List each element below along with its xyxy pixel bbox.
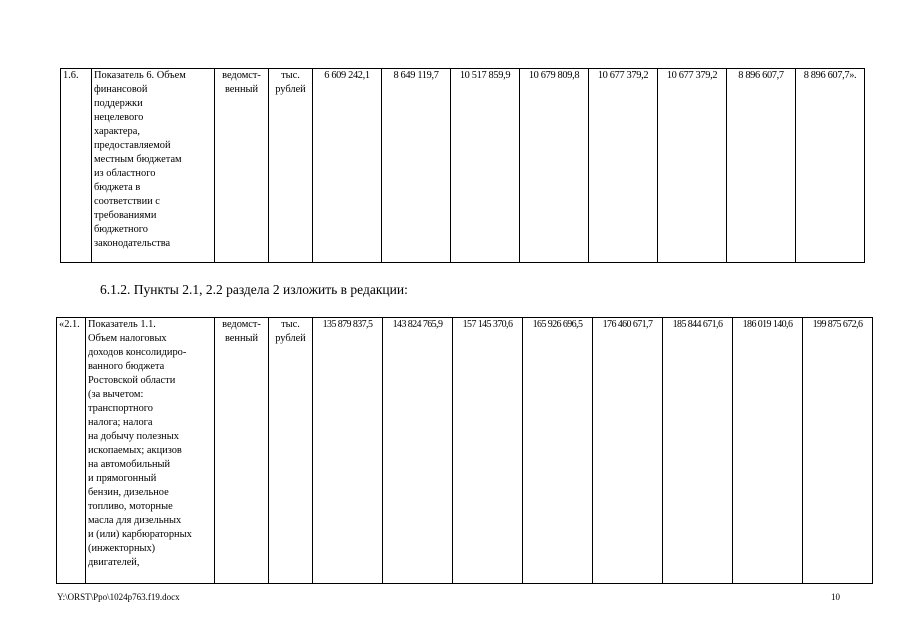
value-cell: 186 019 140,6 [733, 318, 803, 584]
value-cell: 135 879 837,5 [313, 318, 383, 584]
table-row [61, 69, 865, 263]
value-cell: 10 679 809,8 [520, 69, 589, 263]
footer-file-path: Y:\ORST\Ppo\1024p763.f19.docx [57, 592, 180, 602]
indicator-table-1 [60, 68, 865, 263]
indicator-type: ведомст- венный [215, 69, 269, 263]
value-cell: 176 460 671,7 [593, 318, 663, 584]
indicator-name: Показатель 1.1. Объем налоговых доходов консолидиро- ванного бюджета Ростовской области (за вычетом: транспортного налога; налога на добычу полезных ископаемых; акцизов на автомобильный и прямогонный бензин, дизельное топливо, моторные масла для дизельных и (или) карбюраторных (инжекторных) двигателей, [86, 318, 215, 584]
value-cell: 199 875 672,6 [803, 318, 873, 584]
value-cell: 157 145 370,6 [453, 318, 523, 584]
section-paragraph: 6.1.2. Пункты 2.1, 2.2 раздела 2 изложить в редакции: [100, 282, 408, 297]
indicator-unit: тыс. рублей [269, 69, 313, 263]
value-cell: 6 609 242,1 [313, 69, 382, 263]
value-cell: 143 824 765,9 [383, 318, 453, 584]
indicator-type: ведомст- венный [215, 318, 269, 584]
value-cell: 8 896 607,7 [727, 69, 796, 263]
value-cell: 8 649 119,7 [382, 69, 451, 263]
value-cell: 10 517 859,9 [451, 69, 520, 263]
value-cell: 10 677 379,2 [589, 69, 658, 263]
value-cell: 10 677 379,2 [658, 69, 727, 263]
indicator-name: Показатель 6. Объем финансовой поддержки нецелевого характера, предоставляемой местным бюджетам из областного бюджета в соответствии с требованиями бюджетного законодательства [92, 69, 215, 263]
row-index: 1.6. [61, 69, 92, 263]
page-number: 10 [831, 592, 840, 602]
row-index: «2.1. [57, 318, 86, 584]
indicator-table-2 [56, 317, 873, 584]
value-cell: 165 926 696,5 [523, 318, 593, 584]
table-row [57, 318, 873, 584]
indicator-unit: тыс. рублей [269, 318, 313, 584]
value-cell: 185 844 671,6 [663, 318, 733, 584]
value-cell: 8 896 607,7». [796, 69, 865, 263]
